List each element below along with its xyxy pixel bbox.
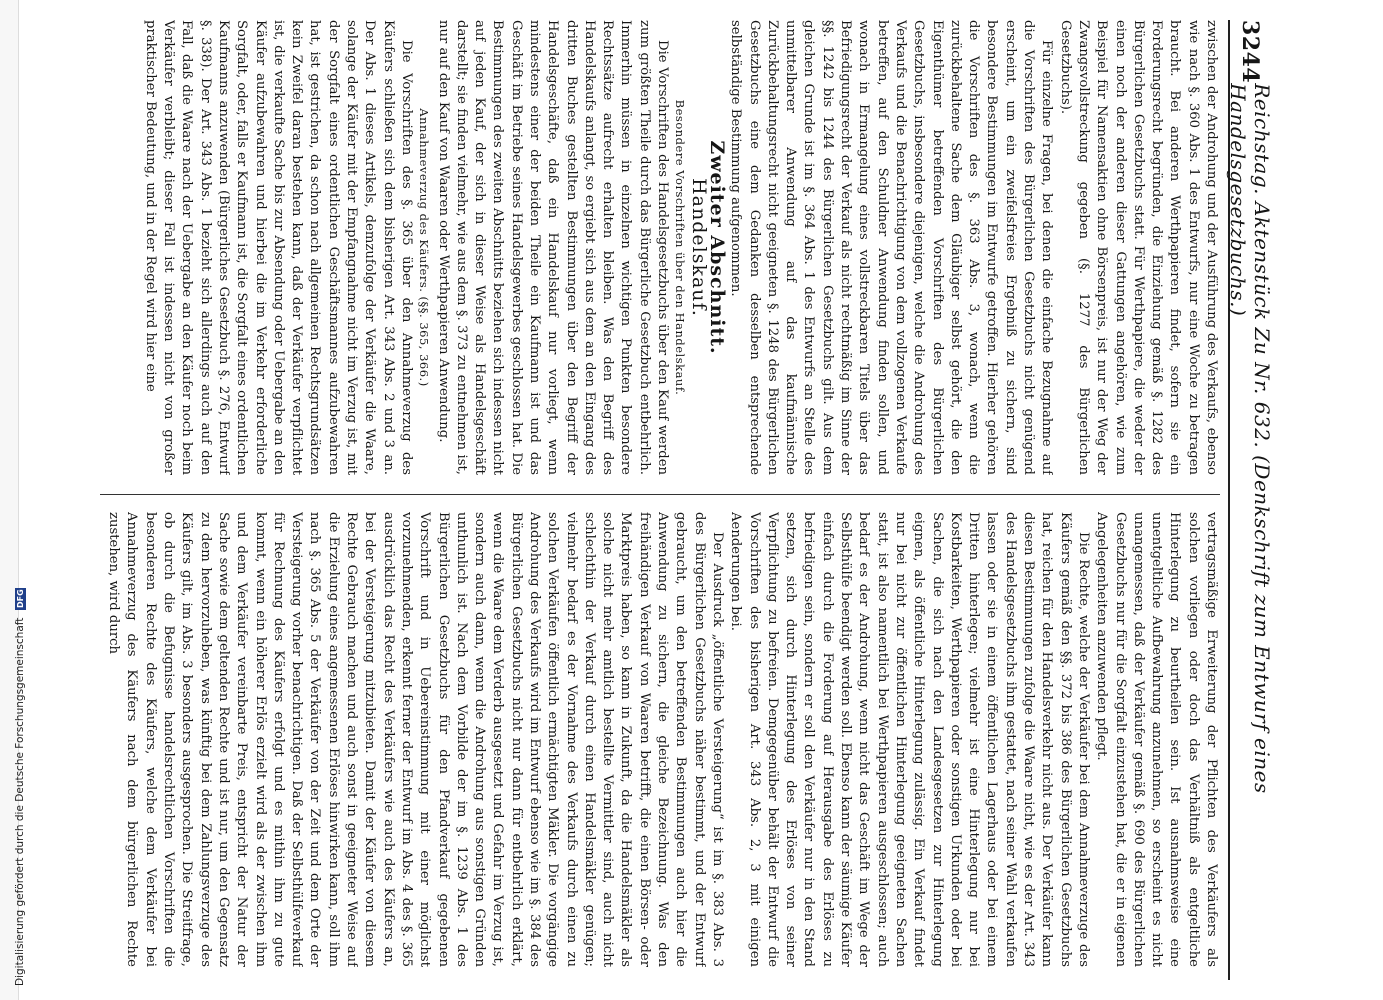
paragraph: zwischen der Androhung und der Ausführung des Verkaufs, ebenso wie nach §. 360 Abs. 1 des Entwurfs, nur eine Woche zu betragen braucht. Bei anderen Werthpapieren findet, sofern sie ein Forderungsrecht begründen, die Einziehung gemäß §. 1282 des Bürgerlichen Gesetzbuchs statt. Für Werthpapiere, die weder der einen noch der anderen dieser Gattungen angehören, wie zum Beispiel für Namensaktien ohne Börsenpreis, ist nur der Weg der Zwangsvollstreckung gegeben (§. 1277 des Bürgerlichen Gesetzbuchs). bbox=[1057, 20, 1219, 475]
paragraph: vertragsmäßige Erweiterung der Pflichten des Verkäufers als solchen vorliegen oder doch das Verhältniß als entgeltliche Hinterlegung zu beurtheilen sein. Ist ausnahmsweise eine unentgeltliche Aufbewahrung anzunehmen, so erscheint es nicht unangemessen, daß der Verkäufer gemäß §. 690 des Bürgerlichen Gesetzbuchs nur für die Sorgfalt einzustehen hat, die er in eigenen Angelegenheiten anzuwenden pflegt. bbox=[1094, 512, 1219, 967]
paragraph: Für einzelne Fragen, bei denen die einfache Bezugnahme auf die Vorschriften des Bürgerlichen Gesetzbuchs nicht genügend erscheint, um ein zweifelsfreies Ergebniß zu sichern, sind besondere Bestimmungen im Entwurfe getroffen. Hierher gehören die Vorschriften des §. 363 Abs. 3, wonach, wenn die zurückbehaltene Sache dem Gläubiger selbst gehört, die den Eigenthümer betreffenden Vorschriften des Bürgerlichen Gesetzbuchs, insbesondere diejenigen, welche die Androhung des Verkaufs und die Benachrichtigung von dem vollzogenen Verkaufe betreffen, auf den Schuldner Anwendung finden sollen, und wonach in Ermangelung eines vollstreckbaren Titels über das Befriedigungsrecht der Verkauf als nicht rechtmäßig im Sinne der §§. 1242 bis 1244 des Bürgerlichen Gesetzbuchs gilt. Aus dem gleichen Grunde ist im §. 364 Abs. 1 des Entwurfs an Stelle des unmittelbarer Anwendung auf das kaufmännische Zurückbehaltungsrecht nicht geeigneten §. 1248 des Bürgerlichen Gesetzbuchs eine dem Gedanken desselben entsprechende selbständige Bestimmung aufgenommen. bbox=[728, 20, 1055, 475]
text-columns bbox=[100, 20, 1220, 980]
right-column bbox=[100, 512, 1220, 967]
subheading: Annahmeverzug des Käufers. (§§. 365, 366.) bbox=[417, 108, 432, 387]
paragraph: Die Vorschriften des §. 365 über den Annahmeverzug des Käufers schließen sich dem bisherigen Art. 343 Abs. 2 und 3 an. Der Abs. 1 dieses Artikels, demzufolge der Verkäufer die Waare, solange der Käufer mit der Empfangnahme nicht im Verzug ist, mit der Sorgfalt eines ordentlichen Geschäftsmannes aufzubewahren hat, ist gestrichen, da schon nach allgemeinen Rechtsgrundsätzen kein Zweifel daran bestehen kann, daß der Verkäufer verpflichtet ist, die verkaufte Sache bis zur Absendung oder Uebergabe an den Käufer aufzubewahren und hierbei die im Verkehr erforderliche Sorgfalt, oder, falls er Kaufmann ist, die Sorgfalt eines ordentlichen Kaufmanns anzuwenden (Bürgerliches Gesetzbuch §. 276, Entwurf §. 338). Der Art. 343 Abs. 1 bezieht sich allerdings auch auf den Fall, daß die Waare nach der Uebergabe an den Käufer noch beim Verkäufer verbleibt; dieser Fall ist indessen nicht von großer praktischer Bedeutung, und in der Regel wird hier eine bbox=[142, 20, 414, 475]
page-header bbox=[1226, 20, 1274, 980]
column-divider bbox=[100, 494, 1220, 495]
paragraph: Der Ausdruck „öffentliche Versteigerung“ ist im §. 383 Abs. 3 des Bürgerlichen Gesetzbuchs näher bestimmt, und der Entwurf gebraucht, um den betreffenden Bestimmungen auch hier die Anwendung zu sichern, die gleiche Bezeichnung. Was den freihändigen Verkauf von Waaren betrifft, die einen Börsen- oder Marktpreis haben, so kann in Zukunft, da die Handelsmäkler als solche nicht mehr amtlich bestellte Vermittler sind, auch nicht schlechthin der Verkauf durch einen Handelsmäkler genügen; vielmehr bedarf es der Vornahme des Verkaufs durch einen zu solchen Verkäufen öffentlich ermächtigten Mäkler. Die vorgängige Androhung des Verkaufs wird im Entwurf ebenso wie im §. 384 des Bürgerlichen Gesetzbuchs nicht nur dann für entbehrlich erklärt, wenn die Waare dem Verderb ausgesetzt und Gefahr im Verzug ist, sondern auch dann, wenn die Androhung aus sonstigen Gründen unthunlich ist. Nach dem Vorbilde der im §. 1239 Abs. 1 des Bürgerlichen Gesetzbuchs für den Pfandverkauf gegebenen Vorschrift und in Uebereinstimmung mit einer möglichst vorzunehmenden, erkennt ferner der Entwurf im Abs. 4 des §. 365 ausdrücklich das Recht des Verkäufers wie auch des Käufers an, bei der Versteigerung mitzubieten. Damit der Käufer von diesem Rechte Gebrauch machen und auch sonst in geeigneter Weise auf die Erzielung eines angemessenen Erlöses hinwirken kann, soll ihm nach §. 365 Abs. 5 der Verkäufer von der Zeit und dem Orte der Versteigerung vorher benachrichtigen. Daß der Selbsthülfeverkauf für Rechnung des Käufers erfolgt und es mithin ihm zu gute kommt, wenn ein höherer Erlös erzielt wird als der zwischen ihm und dem Verkäufer vereinbarte Preis, entspricht der Natur der Sache sowie dem geltenden Rechte und ist nur, um den Gegensatz zu dem hervorzuheben, was künftig bei dem Zahlungsverzuge des Käufers gilt, im Abs. 3 besonders ausgesprochen. Die Streitfrage, ob durch die Befugnisse handelsrechtlichen Vorschriften die besonderen Rechte des Käufers, welche dem Verkäufer bei Annahmeverzug des Käufers nach dem bürgerlichen Rechte zustehen, wird durch bbox=[106, 512, 725, 967]
subheading: Besondere Vorschriften über den Handelskauf. bbox=[673, 99, 688, 396]
page-number: 3244 bbox=[1237, 20, 1263, 84]
dfg-logo-icon: DFG bbox=[15, 589, 25, 608]
running-title: Reichstag. Aktenstück Zu Nr. 632. (Denkschrift zum Entwurf eines Handelsgesetzbuchs.) bbox=[1226, 83, 1274, 794]
section-subtitle: Handelskauf. bbox=[687, 178, 710, 317]
rotated-page-content bbox=[80, 0, 1280, 1000]
left-column bbox=[100, 20, 1220, 475]
credit-text: Digitalisierung gefördert durch die Deutsche Forschungsgemeinschaft bbox=[14, 617, 26, 986]
paragraph: Die Vorschriften des Handelsgesetzbuchs über den Kauf werden zum größten Theile durch das Bürgerliche Gesetzbuch entbehrlich. Immerhin müssen in einzelnen wichtigen Punkten besondere Rechtssätze aufrecht erhalten bleiben. Was den Begriff des Handelskaufs anlangt, so ergiebt sich aus dem an den Eingang des dritten Buches gestellten Bestimmungen über den Begriff der Handelsgeschäfte, daß ein Handelskauf nur vorliegt, wenn mindestens einer der beiden Theile ein Kaufmann ist und das Geschäft im Betriebe seines Handelsgewerbes geschlossen hat. Die Bestimmungen des zweiten Abschnitts beziehen sich indessen nicht auf jeden Kauf, der sich in dieser Weise als Handelsgeschäft darstellt; sie finden vielmehr, wie aus dem §. 373 zu entnehmen ist, nur auf den Kauf von Waaren oder Werthpapieren Anwendung. bbox=[435, 20, 671, 475]
paragraph: Die Rechte, welche der Verkäufer bei dem Annahmeverzuge des Käufers gemäß den §§. 372 bis 386 des Bürgerlichen Gesetzbuchs hat, reichen für den Handelsverkehr nicht aus. Der Verkäufer kann diesen Bestimmungen zufolge die Waare nicht, wie es der Art. 343 des Handelsgesetzbuchs ihm gestattet, nach seiner Wahl verkaufen lassen oder sie in einem öffentlichen Lagerhaus oder bei einem Dritten hinterlegen; vielmehr ist eine Hinterlegung nur bei Kostbarkeiten, Werthpapieren oder sonstigen Urkunden oder bei Sachen, die sich nach den Landesgesetzen zur Hinterlegung eignen, als öffentliche Hinterlegung zulässig. Ein Verkauf findet nur bei nicht zur öffentlichen Hinterlegung geeigneten Sachen statt, ist also namentlich bei Werthpapieren ausgeschlossen; auch bedarf es der Androhung, wenn nicht das Geschäft im Wege der Selbsthülfe beendigt werden soll. Ebenso kann der säumige Käufer einfach durch die Forderung auf Herausgabe des Erlöses zu befriedigen sein, sondern er soll den Verkäufer nur in den Stand setzen, sich durch Hinterlegung des Erlöses von seiner Verpflichtung zu befreien. Demgegenüber behält der Entwurf die Vorschriften des bisherigen Art. 343 Abs. 2, 3 mit einigen Aenderungen bei. bbox=[728, 512, 1091, 967]
section-title: Zweiter Abschnitt. bbox=[705, 140, 728, 355]
